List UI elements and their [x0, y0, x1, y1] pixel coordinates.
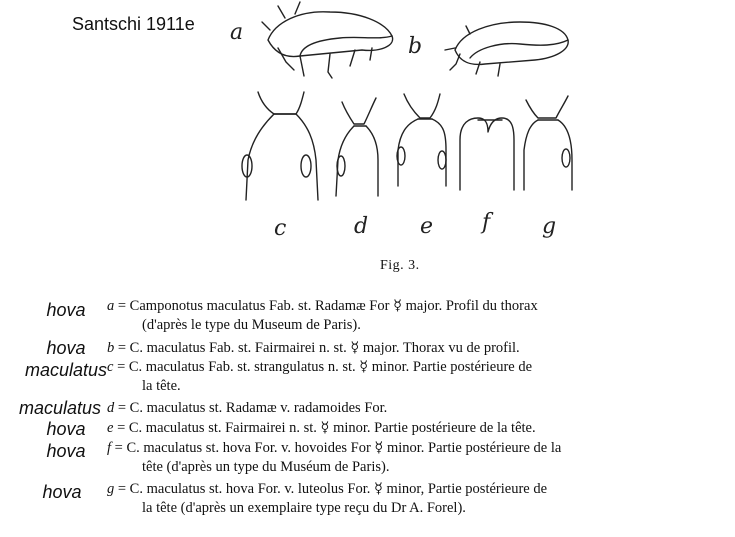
figure-letter-d: d — [354, 214, 369, 239]
legend-text: = Camponotus maculatus Fab. st. Radamæ For ☿ major. Profil du thorax — [117, 298, 538, 314]
legend-key: d — [107, 400, 115, 416]
drawing-d-head-posterior — [336, 98, 378, 196]
figure-letter-e: e — [420, 214, 434, 239]
legend-text: = C. maculatus Fab. st. Fairmairei n. st. ☿ major. Thorax vu de profil. — [117, 340, 520, 356]
annotation-label: hova — [46, 338, 86, 358]
figure-source-label: Santschi 1911e — [72, 14, 195, 34]
figure-letter-g: g — [542, 214, 557, 239]
legend-entry-g — [107, 479, 547, 499]
annotation-label: hova — [46, 300, 86, 320]
legend-entry-a — [107, 296, 538, 316]
annotation-label: hova — [46, 441, 86, 461]
figure-caption: Fig. 3. — [380, 258, 420, 273]
legend-key: b — [107, 340, 115, 356]
drawing-b-thorax-profile — [445, 22, 568, 76]
figure-letter-f: f — [482, 210, 491, 235]
legend-continuation: la tête. — [142, 378, 181, 394]
legend-key: f — [107, 440, 112, 456]
legend-entry-c — [107, 357, 532, 377]
legend-text: = C. maculatus st. Fairmairei n. st. ☿ minor. Partie postérieure de la tête. — [117, 420, 536, 436]
legend-text: = C. maculatus Fab. st. strangulatus n. st. ☿ minor. Partie postérieure de — [117, 359, 533, 375]
legend-entry-b — [107, 338, 520, 358]
drawing-a-thorax-profile — [262, 2, 393, 78]
annotation-label: maculatus — [24, 360, 108, 380]
annotation-label: maculatus — [18, 398, 102, 418]
legend-continuation: (d'après le type du Museum de Paris). — [142, 317, 361, 333]
drawing-c-head-posterior — [242, 92, 318, 200]
figure-letter-a: a — [230, 20, 244, 45]
legend-text: = C. maculatus st. hova For. v. hovoides For ☿ minor. Partie postérieure de la — [114, 440, 562, 456]
drawing-f-head-posterior — [460, 118, 514, 190]
legend-key: g — [107, 481, 115, 497]
legend-key: e — [107, 420, 114, 436]
legend-text: = C. maculatus st. hova For. v. luteolus For. ☿ minor, Partie postérieure de — [117, 481, 548, 497]
legend-continuation: la tête (d'après un exemplaire type reçu du Dr A. Forel). — [142, 500, 466, 516]
annotation-label: hova — [46, 419, 86, 439]
legend-key: a — [107, 298, 115, 314]
legend-entry-f — [107, 438, 561, 458]
legend-entry-d — [107, 398, 387, 418]
annotation-label: hova — [42, 482, 82, 502]
legend-key: c — [107, 359, 114, 375]
figure-letter-c: c — [274, 216, 287, 241]
legend-continuation: tête (d'après un type du Muséum de Paris). — [142, 459, 390, 475]
drawing-g-head-posterior — [524, 96, 572, 190]
figure-letter-b: b — [408, 34, 423, 59]
legend-entry-e — [107, 418, 536, 438]
legend-text: = C. maculatus st. Radamæ v. radamoides For. — [117, 400, 388, 416]
drawing-e-head-posterior — [397, 94, 446, 186]
